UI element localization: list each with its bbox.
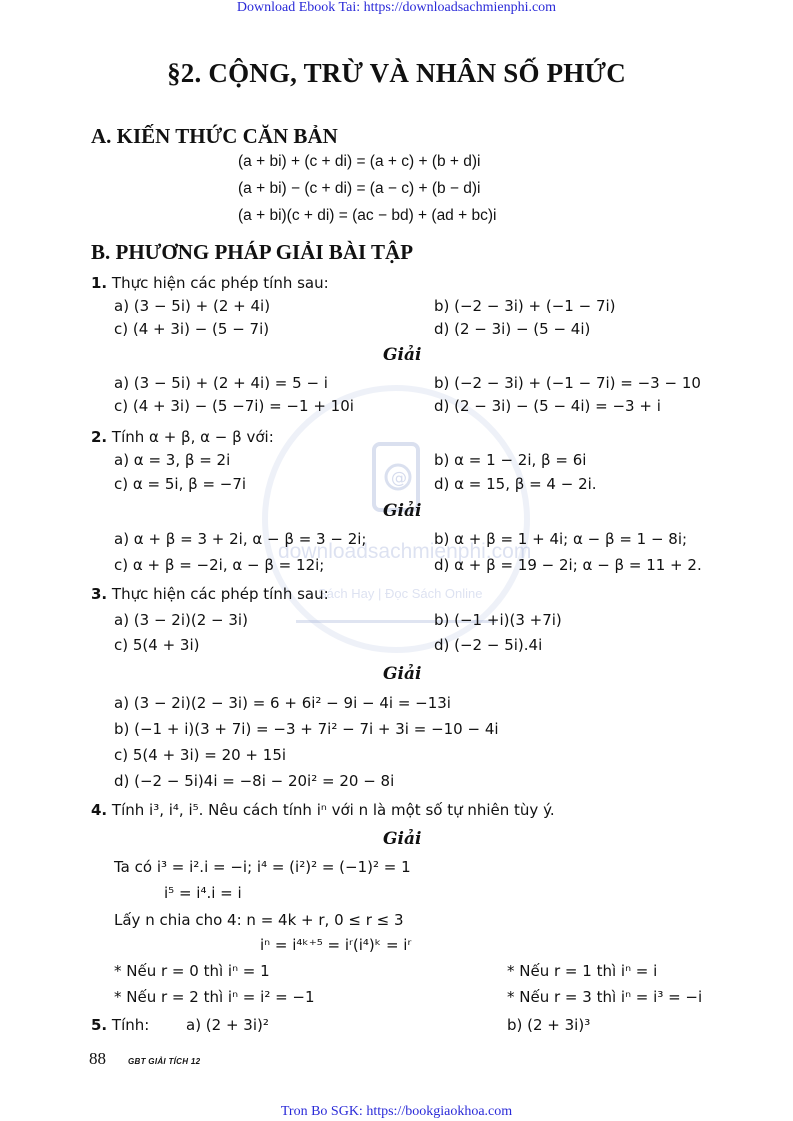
solution-1-d: d) (2 − 3i) − (5 − 4i) = −3 + i <box>434 397 661 415</box>
section-a-heading: A. KIẾN THỨC CĂN BẢN <box>91 124 338 148</box>
watermark-tagline: Sách Hay | Đọc Sách Online <box>318 586 483 601</box>
solution-3-b: b) (−1 + i)(3 + 7i) = −3 + 7i² − 7i + 3i = −10 − 4i <box>114 720 499 738</box>
problem-3-d: d) (−2 − 5i).4i <box>434 636 543 654</box>
problem-4-title <box>91 801 555 819</box>
problem-3-c: c) 5(4 + 3i) <box>114 636 200 654</box>
solution-2-c: c) α + β = −2i, α − β = 12i; <box>114 556 325 574</box>
problem-number: 5. <box>91 1016 108 1034</box>
watermark-site: downloadsachmienphi.com <box>278 540 532 563</box>
problem-1-a: a) (3 − 5i) + (2 + 4i) <box>114 297 271 315</box>
problem-1-title <box>91 274 329 292</box>
problem-text: Tính i³, i⁴, i⁵. Nêu cách tính iⁿ với n là một số tự nhiên tùy ý. <box>111 801 555 819</box>
problem-2-title <box>91 428 274 446</box>
solution-3-a: a) (3 − 2i)(2 − 3i) = 6 + 6i² − 9i − 4i = −13i <box>114 694 451 712</box>
header-download-link[interactable]: Download Ebook Tai: https://downloadsachmienphi.com <box>236 0 557 15</box>
problem-number: 4. <box>91 801 108 819</box>
solution-4-case-2: * Nếu r = 2 thì iⁿ = i² = −1 <box>114 988 315 1006</box>
problem-1-b: b) (−2 − 3i) + (−1 − 7i) <box>434 297 616 315</box>
solution-1-a: a) (3 − 5i) + (2 + 4i) = 5 − i <box>114 374 328 392</box>
solution-2-b: b) α + β = 1 + 4i; α − β = 1 − 8i; <box>434 530 688 548</box>
solution-3-c: c) 5(4 + 3i) = 20 + 15i <box>114 746 287 764</box>
solution-1-b: b) (−2 − 3i) + (−1 − 7i) = −3 − 10 <box>434 374 701 392</box>
problem-text: Tính α + β, α − β với: <box>111 428 274 446</box>
problem-5-title <box>91 1016 149 1034</box>
solution-2-a: a) α + β = 3 + 2i, α − β = 3 − 2i; <box>114 530 367 548</box>
solution-2-d: d) α + β = 19 − 2i; α − β = 11 + 2. <box>434 556 702 574</box>
problem-2-c: c) α = 5i, β = −7i <box>114 475 247 493</box>
formula-subtraction: (a + bi) − (c + di) = (a − c) + (b − d)i <box>238 180 481 197</box>
solution-4-case-0: * Nếu r = 0 thì iⁿ = 1 <box>114 962 270 980</box>
book-name: GBT GIẢI TÍCH 12 <box>128 1057 201 1066</box>
page-title: §2. CỘNG, TRỪ VÀ NHÂN SỐ PHỨC <box>167 58 626 88</box>
solution-4-line-4: iⁿ = i⁴ᵏ⁺⁵ = iʳ(i⁴)ᵏ = iʳ <box>260 936 412 954</box>
solution-4-line-3: Lấy n chia cho 4: n = 4k + r, 0 ≤ r ≤ 3 <box>114 911 404 929</box>
solution-label: Giải <box>383 501 422 521</box>
problem-3-a: a) (3 − 2i)(2 − 3i) <box>114 611 248 629</box>
problem-3-b: b) (−1 +i)(3 +7i) <box>434 611 562 629</box>
problem-2-d: d) α = 15, β = 4 − 2i. <box>434 475 597 493</box>
section-b-heading: B. PHƯƠNG PHÁP GIẢI BÀI TẬP <box>91 240 414 264</box>
problem-text: Tính: <box>111 1016 150 1034</box>
solution-label: Giải <box>383 345 422 365</box>
problem-text: Thực hiện các phép tính sau: <box>111 274 329 292</box>
solution-4-line-1: Ta có i³ = i².i = −i; i⁴ = (i²)² = (−1)² = 1 <box>114 858 411 876</box>
page-number: 88 <box>89 1049 106 1068</box>
svg-text:@: @ <box>391 468 407 487</box>
solution-4-line-2: i⁵ = i⁴.i = i <box>164 884 242 902</box>
problem-3-title <box>91 585 329 603</box>
problem-1-c: c) (4 + 3i) − (5 − 7i) <box>114 320 270 338</box>
problem-number: 1. <box>91 274 108 292</box>
problem-5-b: b) (2 + 3i)³ <box>507 1016 591 1034</box>
problem-1-d: d) (2 − 3i) − (5 − 4i) <box>434 320 591 338</box>
problem-number: 3. <box>91 585 108 603</box>
footer-textbook-link[interactable]: Tron Bo SGK: https://bookgiaokhoa.com <box>280 1104 513 1119</box>
solution-4-case-3: * Nếu r = 3 thì iⁿ = i³ = −i <box>507 988 703 1006</box>
solution-label: Giải <box>383 829 422 849</box>
solution-label: Giải <box>383 664 422 684</box>
formula-multiplication: (a + bi)(c + di) = (ac − bd) + (ad + bc)i <box>238 207 497 224</box>
formula-addition: (a + bi) + (c + di) = (a + c) + (b + d)i <box>238 153 481 170</box>
problem-number: 2. <box>91 428 108 446</box>
problem-2-b: b) α = 1 − 2i, β = 6i <box>434 451 587 469</box>
solution-3-d: d) (−2 − 5i)4i = −8i − 20i² = 20 − 8i <box>114 772 395 790</box>
problem-2-a: a) α = 3, β = 2i <box>114 451 231 469</box>
problem-5-a: a) (2 + 3i)² <box>186 1016 269 1034</box>
solution-4-case-1: * Nếu r = 1 thì iⁿ = i <box>507 962 658 980</box>
problem-text: Thực hiện các phép tính sau: <box>111 585 329 603</box>
solution-1-c: c) (4 + 3i) − (5 −7i) = −1 + 10i <box>114 397 354 415</box>
